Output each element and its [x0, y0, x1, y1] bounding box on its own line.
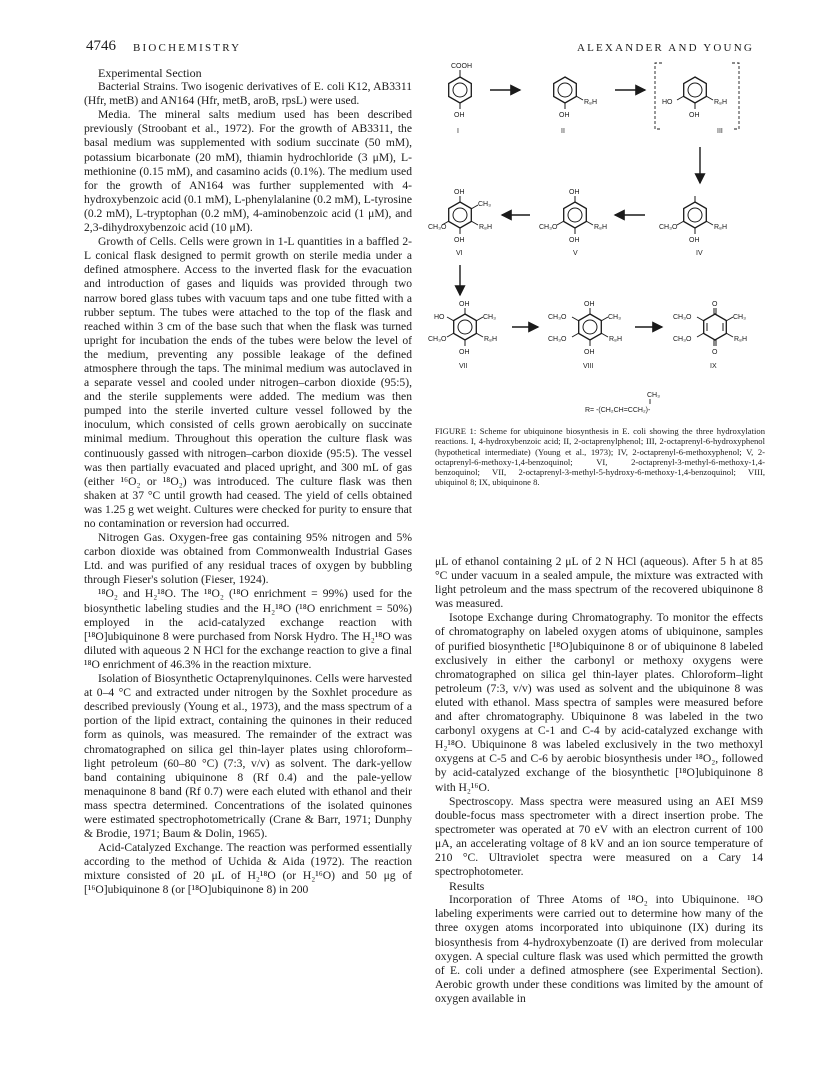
compound-VII — [428, 301, 497, 370]
svg-text:R₈H: R₈H — [479, 224, 493, 231]
right-column — [435, 555, 763, 1006]
svg-text:CH₃: CH₃ — [608, 314, 621, 321]
paragraph-isotopes: ¹⁸O₂ and H₂¹⁸O. The ¹⁸O₂ (¹⁸O enrichment = 99%) used for the biosynthetic labeling studies and the H₂¹⁸O (¹⁸O enrichment = 50%) employed in the acid-catalyzed exchange reaction with [¹⁸O]ubiquinone 8 were purchased from Norsk Hydro. The H₂¹⁸O was diluted with aqueous 2 N HCl for the exchange reaction to give a final ¹⁸O enrichment of 46.3% in the reaction mixture. — [84, 587, 412, 671]
left-column — [84, 66, 412, 898]
svg-text:OH: OH — [459, 349, 470, 356]
svg-text:CH₃O: CH₃O — [548, 336, 567, 343]
compound-VIII — [548, 301, 622, 370]
svg-text:OH: OH — [454, 237, 465, 244]
compound-number-II: II — [561, 128, 565, 135]
svg-text:HO: HO — [434, 314, 445, 321]
svg-text:CH₃O: CH₃O — [659, 224, 678, 231]
compound-number-V: V — [573, 250, 578, 257]
svg-text:O: O — [712, 301, 718, 308]
svg-text:R₈H: R₈H — [584, 99, 598, 106]
compound-VI — [428, 189, 492, 257]
svg-text:R₈H: R₈H — [484, 336, 498, 343]
compound-number-I: I — [457, 128, 459, 135]
svg-text:R₈H: R₈H — [594, 224, 608, 231]
svg-text:CH₃: CH₃ — [483, 314, 496, 321]
compound-number-VIII: VIII — [583, 363, 594, 370]
compound-IV — [659, 196, 727, 257]
paragraph-bacterial-strains: Bacterial Strains. Two isogenic derivatives of E. coli K12, AB3311 (Hfr, metB) and AN164 (Hfr, metB, aroB, rpsL) were used. — [84, 80, 412, 108]
svg-text:OH: OH — [584, 349, 595, 356]
biosynthesis-scheme-figure — [430, 55, 775, 420]
svg-text:OH: OH — [559, 112, 570, 119]
svg-text:R= -(CH₂CH=CCH₂)-: R= -(CH₂CH=CCH₂)- — [585, 407, 651, 414]
compound-number-IV: IV — [696, 250, 703, 257]
r-group-definition — [585, 392, 660, 414]
paragraph-isotope-exchange: Isotope Exchange during Chromatography. To monitor the effects of chromatography on labeled oxygen atoms of ubiquinone, samples of purified biosynthetic [¹⁸O]ubiquinone 8 or of ubiquinone 8 labeled exclusively in either the carbonyl or methoxy oxygens were chromatographed on silica gel thin-layer plates. Chloroform–light petroleum (7:3, v/v) was used as solvent and the ubiquinone 8 was eluted with ethanol. Mass spectra of samples were measured before and after chromatography. Ubiquinone 8 was labeled in the two carbonyl oxygens at C-1 and C-4 by acid-catalyzed exchange with H₂¹⁸O. Ubiquinone 8 was labeled exclusively in the two methoxyl oxygens at C-5 and C-6 by aerobic biosynthesis under ¹⁸O₂, followed by acid-catalyzed exchange of the biosynthetic [¹⁸O]ubiquinone 8 with H₂¹⁶O. — [435, 611, 763, 794]
paragraph-growth-of-cells: Growth of Cells. Cells were grown in 1-L quantities in a baffled 2-L conical flask designed to permit growth on sterile media under a defined atmosphere. Access to the inverted flask for the evacuation and introduction of gases and liquids was provided through two narrow bored glass tubes with vacuum taps and one tube fitted with a rubber septum. The tubes were attached to the top of the flask and reached within 3 cm of the base such that when the flask was turned upright for incubation the ends of the tubes were below the level of the medium, preventing any possible leakage of the defined atmosphere through the taps. The minimal medium was autoclaved in a separate vessel and cooled under nitrogen–carbon dioxide (95:5), and the sterile supplements were added. The medium was then pumped into the sterile inverted culture vessel followed by the inoculum, which consisted of cells grown aerobically on succinate minimal medium. Throughout this operation the culture flask was continuously gassed with nitrogen–carbon dioxide (95:5). The vessel was then partially evacuated and placed upright, and 300 mL of gas (either ¹⁶O₂ or ¹⁸O₂) was introduced. The culture flask was then shaken at 37 °C until growth had ceased. The yield of cells obtained was 1.25 g wet weight. Cultures were checked for purity to ensure that no contamination or reversion had occurred. — [84, 235, 412, 530]
paragraph-isolation: Isolation of Biosynthetic Octaprenylquinones. Cells were harvested at 0–4 °C and extracted under nitrogen by the Soxhlet procedure as described previously (Young et al., 1973), and the mass spectrum of a portion of the lipid extract, containing the quinones in their reduced form as quinols, was measured. The remainder of the extract was chromatographed on silica gel thin-layer plates using chloroform–light petroleum (60–80 °C) (7:3, v/v) as solvent. The dark-yellow band containing ubiquinone 8 (Rf 0.4) and the pale-yellow menaquinone 8 band (Rf 0.7) were each eluted with ethanol and their mass spectra determined. Concentrations of the isolated quinones were estimated spectrophotometrically (Crane & Barr, 1971; Dunphy & Brodie, 1971; Baum & Dolin, 1965). — [84, 672, 412, 841]
paragraph-nitrogen-gas: Nitrogen Gas. Oxygen-free gas containing 95% nitrogen and 5% carbon dioxide was obtained from Commonwealth Industrial Gases Ltd. and was purified of any residual traces of oxygen by bubbling through Fieser's solution (Fieser, 1924). — [84, 531, 412, 587]
svg-text:CH₃O: CH₃O — [428, 224, 447, 231]
svg-text:R₈H: R₈H — [609, 336, 623, 343]
paragraph-continued: μL of ethanol containing 2 μL of 2 N HCl (aqueous). After 5 h at 85 °C under vacuum in a sealed ampule, the mixture was extracted with light petroleum and the mass spectrum of the recovered ubiquinone 8 was measured. — [435, 555, 763, 611]
svg-text:OH: OH — [689, 237, 700, 244]
paragraph-acid-exchange: Acid-Catalyzed Exchange. The reaction was performed essentially according to the method of Uchida & Aida (1972). The reaction mixture consisted of 20 μL of H₂¹⁸O (or H₂¹⁶O) and 50 μg of [¹⁶O]ubiquinone 8 (or [¹⁸O]ubiquinone 8) in 200 — [84, 841, 412, 897]
section-title-experimental: Experimental Section — [98, 66, 202, 80]
compound-number-VI: VI — [456, 250, 463, 257]
compound-III — [655, 63, 739, 135]
svg-text:OH: OH — [569, 237, 580, 244]
compound-number-IX: IX — [710, 363, 717, 370]
svg-text:OH: OH — [569, 189, 580, 196]
page-number: 4746 — [86, 38, 116, 54]
svg-text:CH₃: CH₃ — [647, 392, 660, 399]
svg-text:CH₃O: CH₃O — [673, 314, 692, 321]
svg-text:OH: OH — [584, 301, 595, 308]
label-cooh: COOH — [451, 63, 472, 70]
svg-text:OH: OH — [689, 112, 700, 119]
svg-text:O: O — [712, 349, 718, 356]
section-title-results: Results — [449, 879, 485, 894]
svg-text:R₈H: R₈H — [714, 99, 728, 106]
svg-text:OH: OH — [454, 112, 465, 119]
svg-text:OH: OH — [459, 301, 470, 308]
compound-II — [554, 77, 597, 135]
svg-text:HO: HO — [662, 99, 673, 106]
compound-IX — [673, 301, 747, 370]
svg-text:CH₃O: CH₃O — [428, 336, 447, 343]
svg-text:CH₃O: CH₃O — [539, 224, 558, 231]
svg-text:OH: OH — [454, 189, 465, 196]
compound-I — [449, 63, 472, 135]
compound-number-VII: VII — [459, 363, 468, 370]
svg-text:CH₃O: CH₃O — [673, 336, 692, 343]
svg-text:R₈H: R₈H — [714, 224, 728, 231]
compound-V — [539, 189, 607, 257]
svg-text:R₈H: R₈H — [734, 336, 748, 343]
compound-number-III: III — [717, 128, 723, 135]
paragraph-media: Media. The mineral salts medium used has been described previously (Stroobant et al., 1972). For the growth of AB3311, the basal medium was supplemented with sodium succinate (50 mM), potassium bicarbonate (20 mM), thiamin hydrochloride (3 μM), L-methionine (0.15 mM), and casamino acids (0.1%). The medium used for the growth of AN164 was further supplemented with 4-hydroxybenzoic acid (0.1 mM), L-phenylalanine (0.2 mM), L-tyrosine (0.2 mM), L-tryptophan (0.2 mM), 4-aminobenzoic acid (1 μM), and 2,3-dihydroxybenzoic acid (10 μM). — [84, 108, 412, 235]
running-authors: ALEXANDER AND YOUNG — [576, 42, 754, 54]
svg-text:CH₃: CH₃ — [478, 201, 491, 208]
svg-text:CH₃: CH₃ — [733, 314, 746, 321]
paragraph-spectroscopy: Spectroscopy. Mass spectra were measured using an AEI MS9 double-focus mass spectrometer with a direct insertion probe. The spectrometer was operated at 70 eV with an electron current of 100 μA, an accelerating voltage of 8 kV and an ion source temperature of 210 °C. Ultraviolet spectra were measured on a Cary 14 spectrophotometer. — [435, 794, 763, 879]
journal-name: BIOCHEMISTRY — [133, 42, 242, 54]
paragraph-incorporation: Incorporation of Three Atoms of ¹⁸O₂ into Ubiquinone. ¹⁸O labeling experiments were carried out to determine how many of the three oxygen atoms incorporated into ubiquinone (IX) during its biosynthesis from 4-hydroxybenzoate (I) are derived from molecular oxygen. A special culture flask was used which permitted the growth of E. coli under a defined atmosphere (see Experimental Section). Aerobic growth under these conditions was limited by the amount of oxygen available in — [435, 893, 763, 1005]
svg-text:CH₃O: CH₃O — [548, 314, 567, 321]
figure-caption: FIGURE 1: Scheme for ubiquinone biosynthesis in E. coli showing the three hydroxylation reactions. I, 4-hydroxybenzoic acid; II, 2-octaprenylphenol; III, 2-octaprenyl-6-hydroxyphenol (hypothetical intermediate) (Young et al., 1973); IV, 2-octaprenyl-6-methoxyphenol; V, 2-octaprenyl-6-methoxy-1,4-benzoquinol; VI, 2-octaprenyl-3-methyl-6-methoxy-1,4-benzoquinol; VII, 2-octaprenyl-3-methyl-5-hydroxy-6-methoxy-1,4-benzoquinol; VIII, ubiquinol 8; IX, ubiquinone 8. — [435, 426, 765, 488]
